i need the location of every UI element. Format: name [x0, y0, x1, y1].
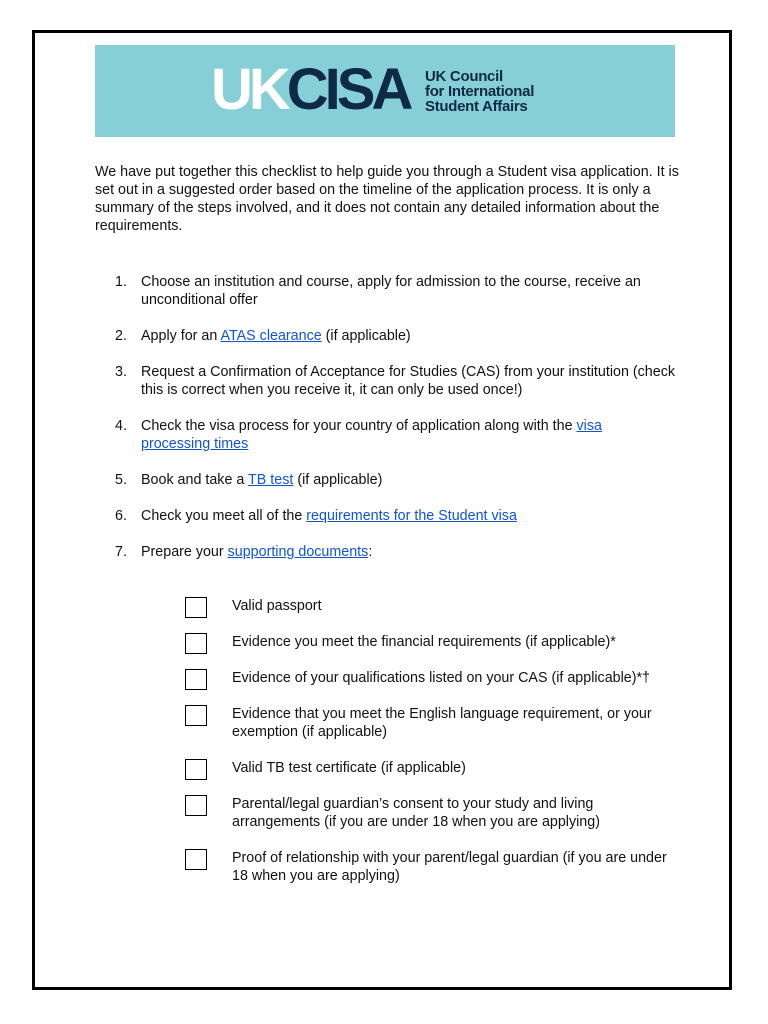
logo-subtitle-line: UK Council	[425, 68, 503, 85]
checklist-label: Valid passport	[232, 598, 322, 614]
step-text-after: (if applicable)	[293, 472, 383, 488]
student-visa-requirements-link[interactable]: requirements for the Student visa	[306, 508, 517, 524]
checkbox[interactable]	[185, 669, 207, 690]
logo-subtitle	[425, 69, 605, 114]
step-item	[115, 543, 675, 561]
checkbox[interactable]	[185, 849, 207, 870]
checklist-item	[185, 669, 685, 687]
step-text-after: (if applicable)	[321, 328, 411, 344]
ukcisa-logo	[211, 57, 410, 122]
step-number: 1.	[115, 274, 127, 290]
step-text: Apply for an	[141, 328, 221, 344]
step-text: Request a Confirmation of Acceptance for Studies (CAS) from your institution (check this is correct when you receive it, it can only be used once!)	[141, 364, 675, 398]
checklist-item	[185, 705, 685, 741]
checklist-label: Evidence you meet the financial requirements (if applicable)*	[232, 634, 616, 650]
checklist-label: Evidence of your qualifications listed on your CAS (if applicable)*†	[232, 670, 651, 686]
step-item	[115, 417, 675, 453]
page-frame	[32, 30, 732, 990]
step-text: Book and take a	[141, 472, 249, 488]
checklist-item	[185, 795, 685, 831]
checklist-label: Proof of relationship with your parent/legal guardian (if you are under 18 when you are applying)	[232, 850, 667, 884]
step-number: 4.	[115, 418, 127, 434]
step-text: Check the visa process for your country of application along with the	[141, 418, 577, 434]
step-number: 7.	[115, 544, 127, 560]
checkbox[interactable]	[185, 633, 207, 654]
logo-subtitle-line: Student Affairs	[425, 98, 528, 115]
step-item	[115, 327, 675, 345]
documents-checklist	[185, 597, 685, 903]
step-text-after: :	[368, 544, 373, 560]
atas-clearance-link[interactable]: ATAS clearance	[220, 328, 322, 344]
ukcisa-banner	[95, 45, 675, 137]
step-number: 2.	[115, 328, 127, 344]
checkbox[interactable]	[185, 795, 207, 816]
step-item	[115, 507, 675, 525]
step-item	[115, 273, 675, 309]
step-number: 5.	[115, 472, 127, 488]
checklist-item	[185, 633, 685, 651]
checkbox[interactable]	[185, 759, 207, 780]
checklist-label: Valid TB test certificate (if applicable)	[232, 760, 466, 776]
steps-list	[115, 273, 675, 579]
step-item	[115, 363, 675, 399]
step-text: Choose an institution and course, apply for admission to the course, receive an unconditional offer	[141, 274, 641, 308]
step-text: Prepare your	[141, 544, 228, 560]
step-item	[115, 471, 675, 489]
checklist-item	[185, 597, 685, 615]
checklist-item	[185, 759, 685, 777]
checklist-item	[185, 849, 685, 885]
intro-paragraph: We have put together this checklist to help guide you through a Student visa application. It is set out in a suggested order based on the timeline of the application process. It is only a summary of the steps involved, and it does not contain any detailed information about the requirements.	[95, 164, 679, 234]
checkbox[interactable]	[185, 705, 207, 726]
step-text: Check you meet all of the	[141, 508, 307, 524]
checklist-label: Parental/legal guardian’s consent to your study and living arrangements (if you are under 18 when you are applying)	[232, 796, 600, 830]
logo-subtitle-line: for International	[425, 83, 535, 100]
step-number: 3.	[115, 364, 127, 380]
checklist-label: Evidence that you meet the English language requirement, or your exemption (if applicable)	[232, 706, 652, 740]
tb-test-link[interactable]: TB test	[248, 472, 294, 488]
checkbox[interactable]	[185, 597, 207, 618]
logo-uk-text: UK	[211, 57, 287, 122]
logo-cisa-text: CISA	[286, 57, 410, 122]
step-number: 6.	[115, 508, 127, 524]
visa-processing-times-link[interactable]: visa processing times	[141, 418, 602, 452]
supporting-documents-link[interactable]: supporting documents	[227, 544, 369, 560]
